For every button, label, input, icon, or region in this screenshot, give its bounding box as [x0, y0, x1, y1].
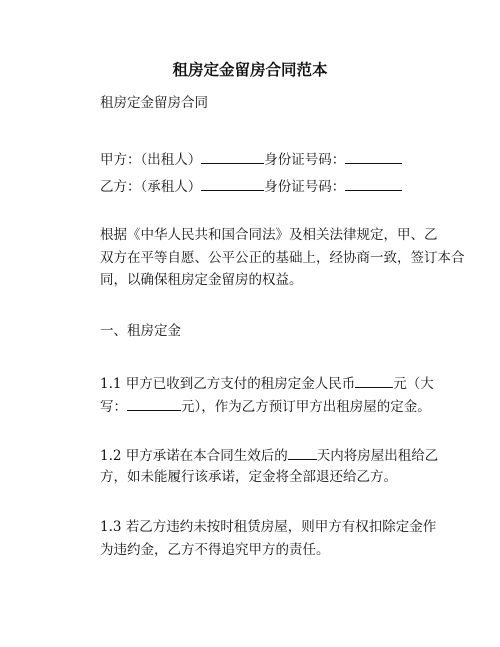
clause-1-2-line-2: 方，如未能履行该承诺，定金将全部退还给乙方。 — [100, 469, 397, 485]
clause-1-2-number: 1.2 — [100, 448, 122, 464]
clause-1-1-text-c: 写： — [100, 399, 127, 415]
section-1-heading: 一、租房定金 — [100, 323, 181, 339]
clause-1-3-number: 1.3 — [100, 519, 122, 535]
clause-1-1-number: 1.1 — [100, 376, 122, 392]
party-a-line — [100, 150, 402, 168]
clause-1-3-line-2: 为违约金，乙方不得追究甲方的责任。 — [100, 542, 330, 558]
clause-1-1-line-1 — [100, 374, 434, 392]
party-a-id-blank — [345, 150, 402, 164]
clause-1-3-text-a: 若乙方违约未按时租赁房屋，则甲方有权扣除定金作 — [125, 519, 437, 535]
intro-line-1: 根据《中华人民共和国合同法》及相关法律规定，甲、乙 — [100, 227, 438, 243]
party-a-name-blank — [201, 150, 264, 164]
party-b-name-blank — [201, 177, 264, 191]
party-a-label: 甲方：（出租人） — [100, 152, 202, 168]
document-title: 租房定金留房合同范本 — [172, 60, 328, 79]
clause-1-3-line-1 — [100, 519, 436, 535]
document-subtitle: 租房定金留房合同 — [100, 95, 208, 111]
clause-1-2-text-a: 甲方承诺在本合同生效后的 — [125, 448, 288, 464]
clause-1-1-text-d: 元），作为乙方预订甲方出租房屋的定金。 — [181, 399, 431, 415]
party-b-id-label: 身份证号码： — [264, 179, 346, 195]
clause-1-2-line-1 — [100, 446, 438, 464]
intro-line-3: 同，以确保租房定金留房的权益。 — [100, 272, 303, 288]
clause-1-1-text-b: 元（大 — [393, 376, 434, 392]
intro-line-2: 双方在平等自愿、公平公正的基础上，经协商一致，签订本合 — [100, 250, 465, 266]
party-b-label: 乙方：（承租人） — [100, 179, 202, 195]
clause-1-2-days-blank — [288, 446, 317, 460]
clause-1-2-text-b: 天内将房屋出租给乙 — [316, 448, 439, 464]
clause-1-1-text-a: 甲方已收到乙方支付的租房定金人民币 — [125, 376, 356, 392]
party-a-id-label: 身份证号码： — [264, 152, 346, 168]
party-b-id-blank — [345, 177, 402, 191]
clause-1-1-words-blank — [127, 397, 181, 411]
clause-1-1-line-2 — [100, 397, 431, 415]
clause-1-1-amount-blank — [355, 374, 393, 388]
party-b-line — [100, 177, 402, 195]
